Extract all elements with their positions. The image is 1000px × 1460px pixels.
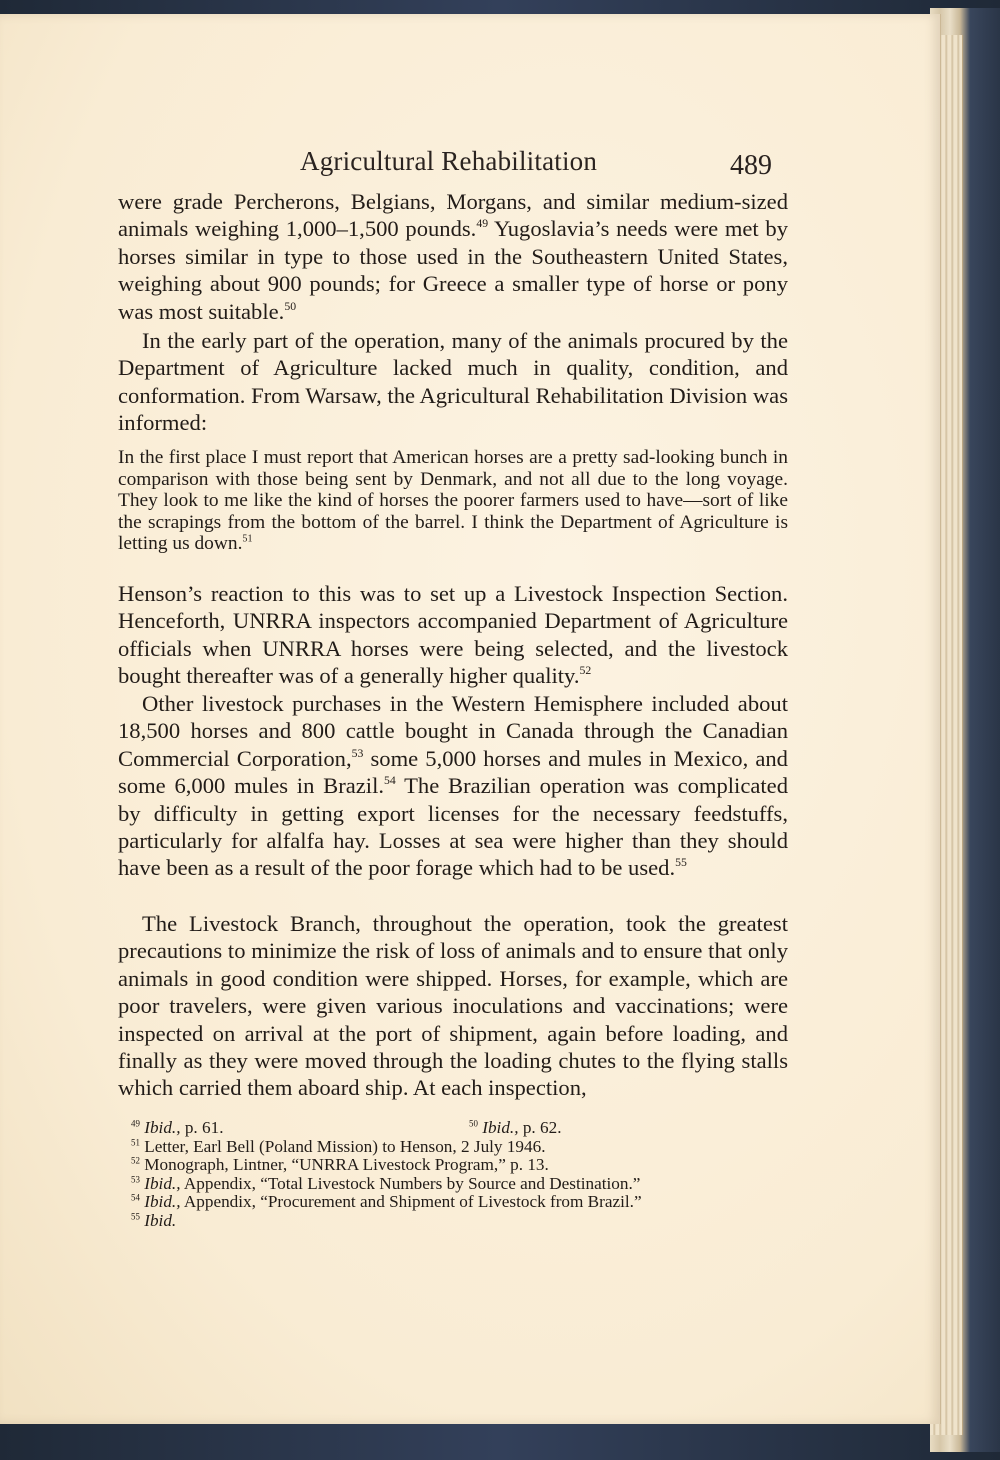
paragraph-2 (118, 327, 788, 437)
paragraph-text: Yugoslavia’s needs were met by horses similar in type to those used in the Southeastern United States, weighing about 900 pounds; for Greece a smaller type of horse or pony was most suitable. (118, 216, 788, 324)
footnote-number: 52 (131, 1155, 140, 1166)
footnote-ref[interactable]: 55 (675, 856, 687, 870)
footnote-ref[interactable]: 53 (351, 747, 364, 760)
footnote-text: p. 62. (518, 1118, 562, 1137)
footnote-ref[interactable]: 49 (476, 217, 489, 231)
footnote-text: Appendix, “Procurement and Shipment of Livestock from Brazil.” (180, 1192, 642, 1212)
footnote-ref[interactable]: 50 (284, 299, 297, 313)
footnote-ref[interactable]: 54 (384, 774, 396, 788)
running-title: Agricultural Rehabilitation (300, 146, 598, 176)
paragraph-text: In the early part of the operation, many of the animals procured by the Department of Agriculture lacked much in quality, condition, and conformation. From Warsaw, the Agricultural Rehabilitation Division was informed: (118, 328, 788, 436)
paragraph-text: The Livestock Branch, throughout the operation, took the greatest precautions to minimize the risk of loss of animals and to ensure that only animals in good condition were shipped. Horses, for example, which are poor travelers, were given various inoculations and vaccinations; were inspected on arrival at the port of shipment, again before loading, and finally as they were moved through the loading chutes to the flying stalls which carried them aboard ship. At each inspection, (118, 911, 788, 1101)
footnote-text: Appendix, “Total Livestock Numbers by Source and Destination.” (180, 1173, 641, 1193)
footnote-number: 50 (469, 1118, 478, 1129)
footnote-49 (131, 1119, 469, 1138)
footnote-ibid: Ibid., (482, 1118, 519, 1137)
footnote-52 (131, 1156, 771, 1175)
footnote-ref[interactable]: 52 (579, 664, 592, 678)
footnote-ibid: Ibid., (144, 1192, 181, 1212)
footnote-text: Monograph, Lintner, “UNRRA Livestock Program,” p. 13. (144, 1155, 549, 1175)
paragraph-1 (118, 188, 788, 325)
footnote-53 (131, 1175, 771, 1194)
footnote-50 (469, 1119, 561, 1138)
footnotes (131, 1119, 771, 1231)
paragraph-text: some 5,000 horses and mules in Mexico, and some 6,000 mules in Brazil. (118, 745, 788, 799)
footnote-text: Letter, Earl Bell (Poland Mission) to Henson, 2 July 1946. (144, 1136, 546, 1156)
block-quote (118, 447, 788, 555)
footnote-number: 51 (131, 1136, 140, 1147)
footnote-number: 54 (131, 1192, 140, 1203)
paragraph-5 (118, 910, 788, 1102)
paragraph-text: The Brazilian operation was complicated by difficulty in getting export licenses for the necessary feedstuffs, particularly for alfalfa hay. Losses at sea were higher than they should have been as a result of the poor forage which had to be used. (118, 773, 788, 881)
paragraph-text: were grade Percherons, Belgians, Morgans, and similar medium-sized animals weighing 1,000–1,500 pounds. (118, 189, 788, 242)
footnote-number: 55 (131, 1211, 140, 1222)
footnote-row (131, 1119, 771, 1138)
paragraph-3 (118, 580, 788, 690)
page-number: 489 (730, 150, 772, 181)
footnote-ibid: Ibid., (144, 1118, 181, 1137)
footnote-number: 53 (131, 1174, 140, 1185)
quote-text: In the first place I must report that American horses are a pretty sad-looking bunch in comparison with those being sent by Denmark, and not all due to the long voyage. They look to me like the kind of horses the poorer farmers used to have—sort of like the scrapings from the bottom of the barrel. I think the Department of Agriculture is letting us down. (118, 447, 788, 555)
paragraph-text: Other livestock purchases in the Western Hemisphere included about 18,500 horses and 800 cattle bought in Canada through the Canadian Commercial Corporation, (118, 691, 788, 771)
footnote-55 (131, 1212, 771, 1231)
footnote-ref[interactable]: 51 (242, 533, 253, 545)
footnote-number: 49 (131, 1118, 140, 1129)
footnote-ibid: Ibid., (144, 1173, 181, 1193)
footnote-51 (131, 1138, 771, 1157)
paragraph-4 (118, 690, 788, 882)
footnote-text: p. 61. (180, 1118, 224, 1137)
footnote-ibid: Ibid. (144, 1210, 177, 1230)
paragraph-text: Henson’s reaction to this was to set up a Livestock Inspection Section. Henceforth, UNRRA inspectors accompanied Department of Agriculture officials when UNRRA horses were being selected, and the livestock bought thereafter was of a generally higher quality. (118, 581, 788, 689)
book-page (0, 14, 941, 1424)
footnote-54 (131, 1193, 771, 1212)
